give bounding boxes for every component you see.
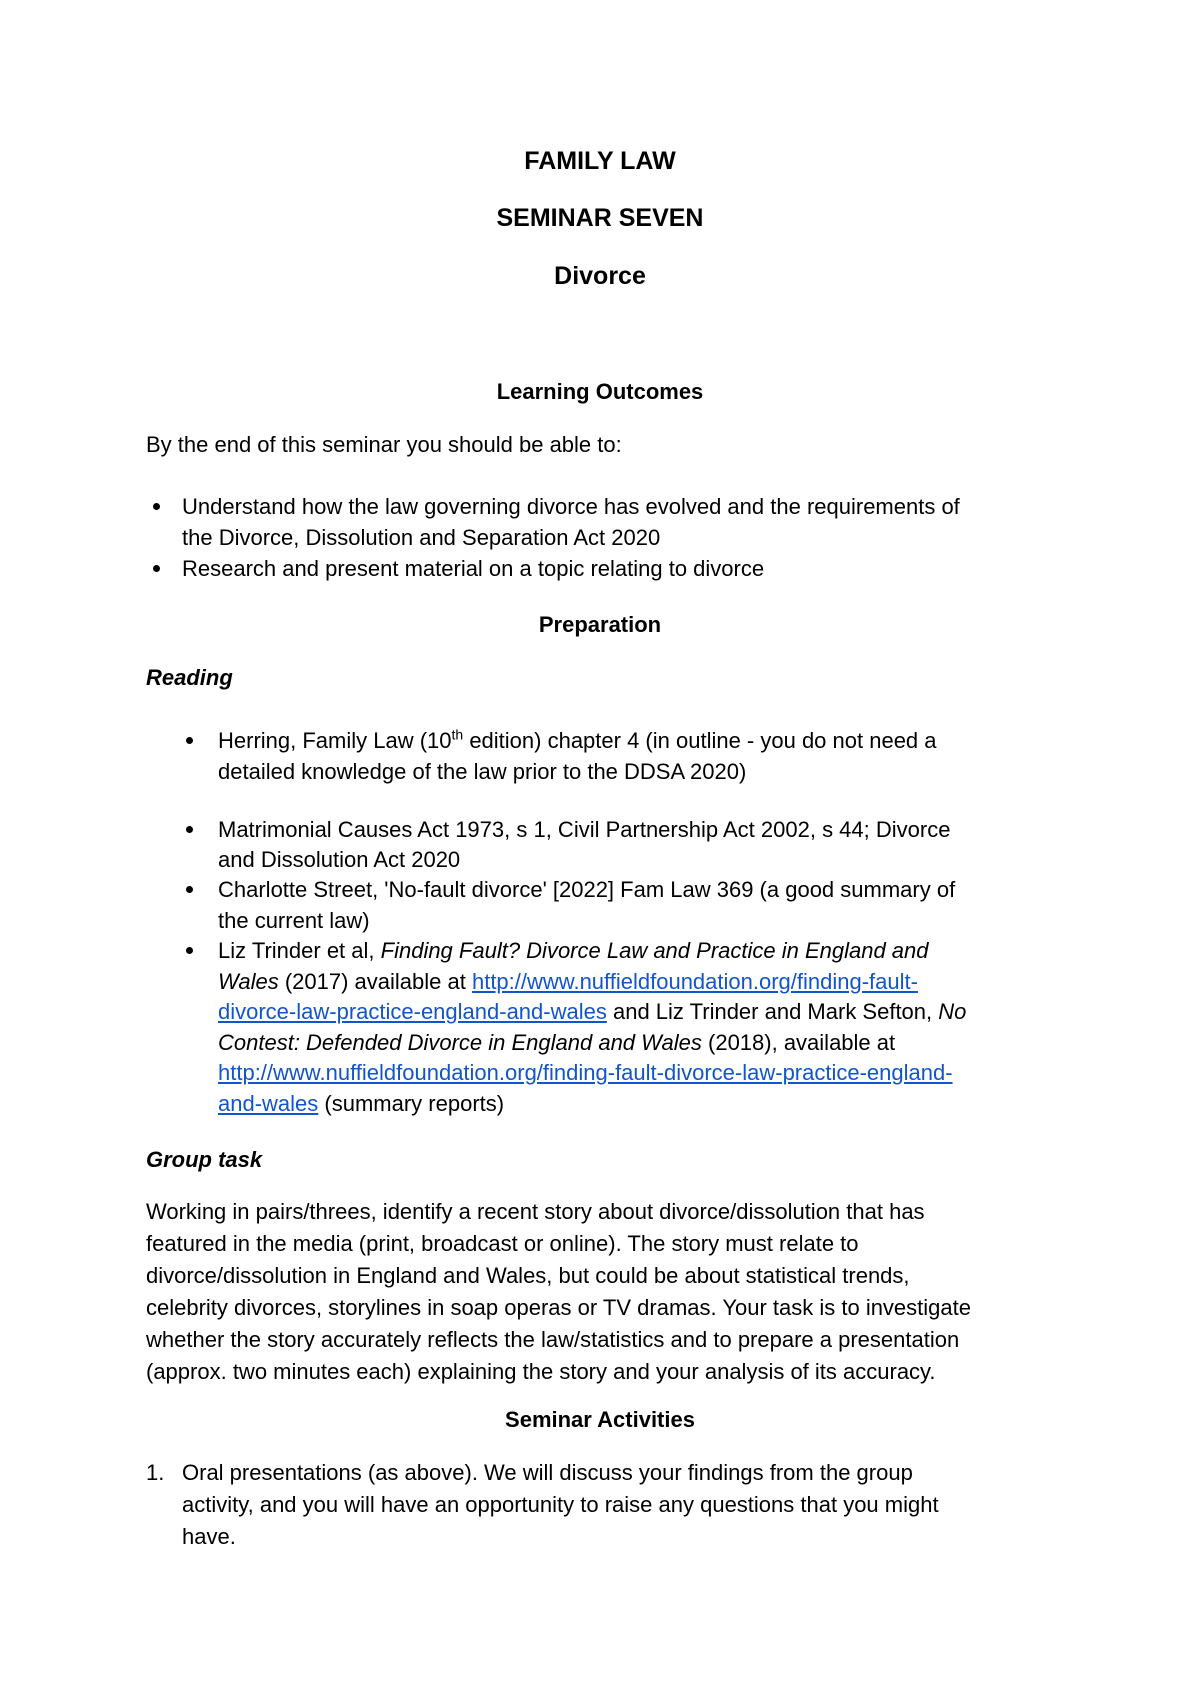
seminar-activities-heading: Seminar Activities	[505, 1407, 695, 1432]
nuffield-link-1-continued[interactable]: divorce-law-practice-england-and-wales	[218, 999, 607, 1024]
reading-trinder-line-6: and-wales (summary reports)	[218, 1091, 505, 1116]
reading-statutes-line-2: and Dissolution Act 2020	[218, 847, 461, 872]
nuffield-link-1[interactable]: http://www.nuffieldfoundation.org/finding-fault-	[471, 969, 918, 994]
group-task-line: (approx. two minutes each) explaining the story and your analysis of its accuracy.	[146, 1359, 936, 1384]
reading-herring-line-2: detailed knowledge of the law prior to the DDSA 2020)	[218, 759, 747, 784]
activity-1-line: have.	[182, 1524, 236, 1549]
group-task-line: celebrity divorces, storylines in soap operas or TV dramas. Your task is to investigate	[146, 1295, 971, 1320]
seminar-title: SEMINAR SEVEN	[496, 204, 704, 232]
reading-trinder-line-1: Liz Trinder et al, Finding Fault? Divorce Law and Practice in England and	[218, 938, 929, 963]
reading-herring-line-1: Herring, Family Law (10th edition) chapter 4 (in outline - you do not need a	[218, 726, 937, 753]
group-task-line: featured in the media (print, broadcast or online). The story must relate to	[146, 1231, 859, 1256]
bullet-icon	[186, 947, 193, 954]
reading-heading: Reading	[146, 665, 233, 690]
reading-trinder-line-2: Wales (2017) available at http://www.nuffieldfoundation.org/finding-fault-	[218, 969, 918, 994]
activity-number: 1.	[146, 1460, 165, 1485]
group-task-line: whether the story accurately reflects the law/statistics and to prepare a presentation	[146, 1327, 960, 1352]
reading-street-line-1: Charlotte Street, 'No-fault divorce' [2022] Fam Law 369 (a good summary of	[218, 877, 956, 902]
reading-street-line-2: the current law)	[218, 908, 370, 933]
group-task-line: Working in pairs/threes, identify a recent story about divorce/dissolution that has	[146, 1199, 925, 1224]
bullet-icon	[186, 737, 193, 744]
preparation-heading: Preparation	[538, 612, 662, 637]
activity-1-line: activity, and you will have an opportunity to raise any questions that you might	[182, 1492, 939, 1517]
course-title: FAMILY LAW	[524, 147, 676, 175]
bullet-icon	[186, 826, 193, 833]
bullet-icon	[186, 886, 193, 893]
outcome-1-line-1: Understand how the law governing divorce has evolved and the requirements of	[182, 494, 960, 519]
group-task-heading: Group task	[146, 1147, 263, 1172]
reading-trinder-line-4: Contest: Defended Divorce in England and Wales (2018), available at	[218, 1030, 896, 1055]
group-task-line: divorce/dissolution in England and Wales, but could be about statistical trends,	[146, 1263, 910, 1288]
bullet-icon	[153, 565, 160, 572]
reading-statutes-line-1: Matrimonial Causes Act 1973, s 1, Civil Partnership Act 2002, s 44; Divorce	[218, 817, 951, 842]
reading-trinder-line-3: divorce-law-practice-england-and-wales and Liz Trinder and Mark Sefton, No	[218, 999, 967, 1024]
bullet-icon	[153, 503, 160, 510]
nuffield-link-2-continued[interactable]: and-wales	[218, 1091, 319, 1116]
outcome-2: Research and present material on a topic relating to divorce	[182, 556, 765, 581]
nuffield-link-2[interactable]: http://www.nuffieldfoundation.org/finding-fault-divorce-law-practice-england-	[218, 1060, 953, 1085]
activity-1-line: Oral presentations (as above). We will discuss your findings from the group	[182, 1460, 913, 1485]
reading-trinder-line-5	[218, 1057, 953, 1088]
outcome-1-line-2: the Divorce, Dissolution and Separation Act 2020	[182, 525, 661, 550]
topic-title: Divorce	[554, 262, 646, 290]
learning-outcomes-intro: By the end of this seminar you should be able to:	[146, 432, 622, 457]
learning-outcomes-heading: Learning Outcomes	[496, 379, 704, 404]
